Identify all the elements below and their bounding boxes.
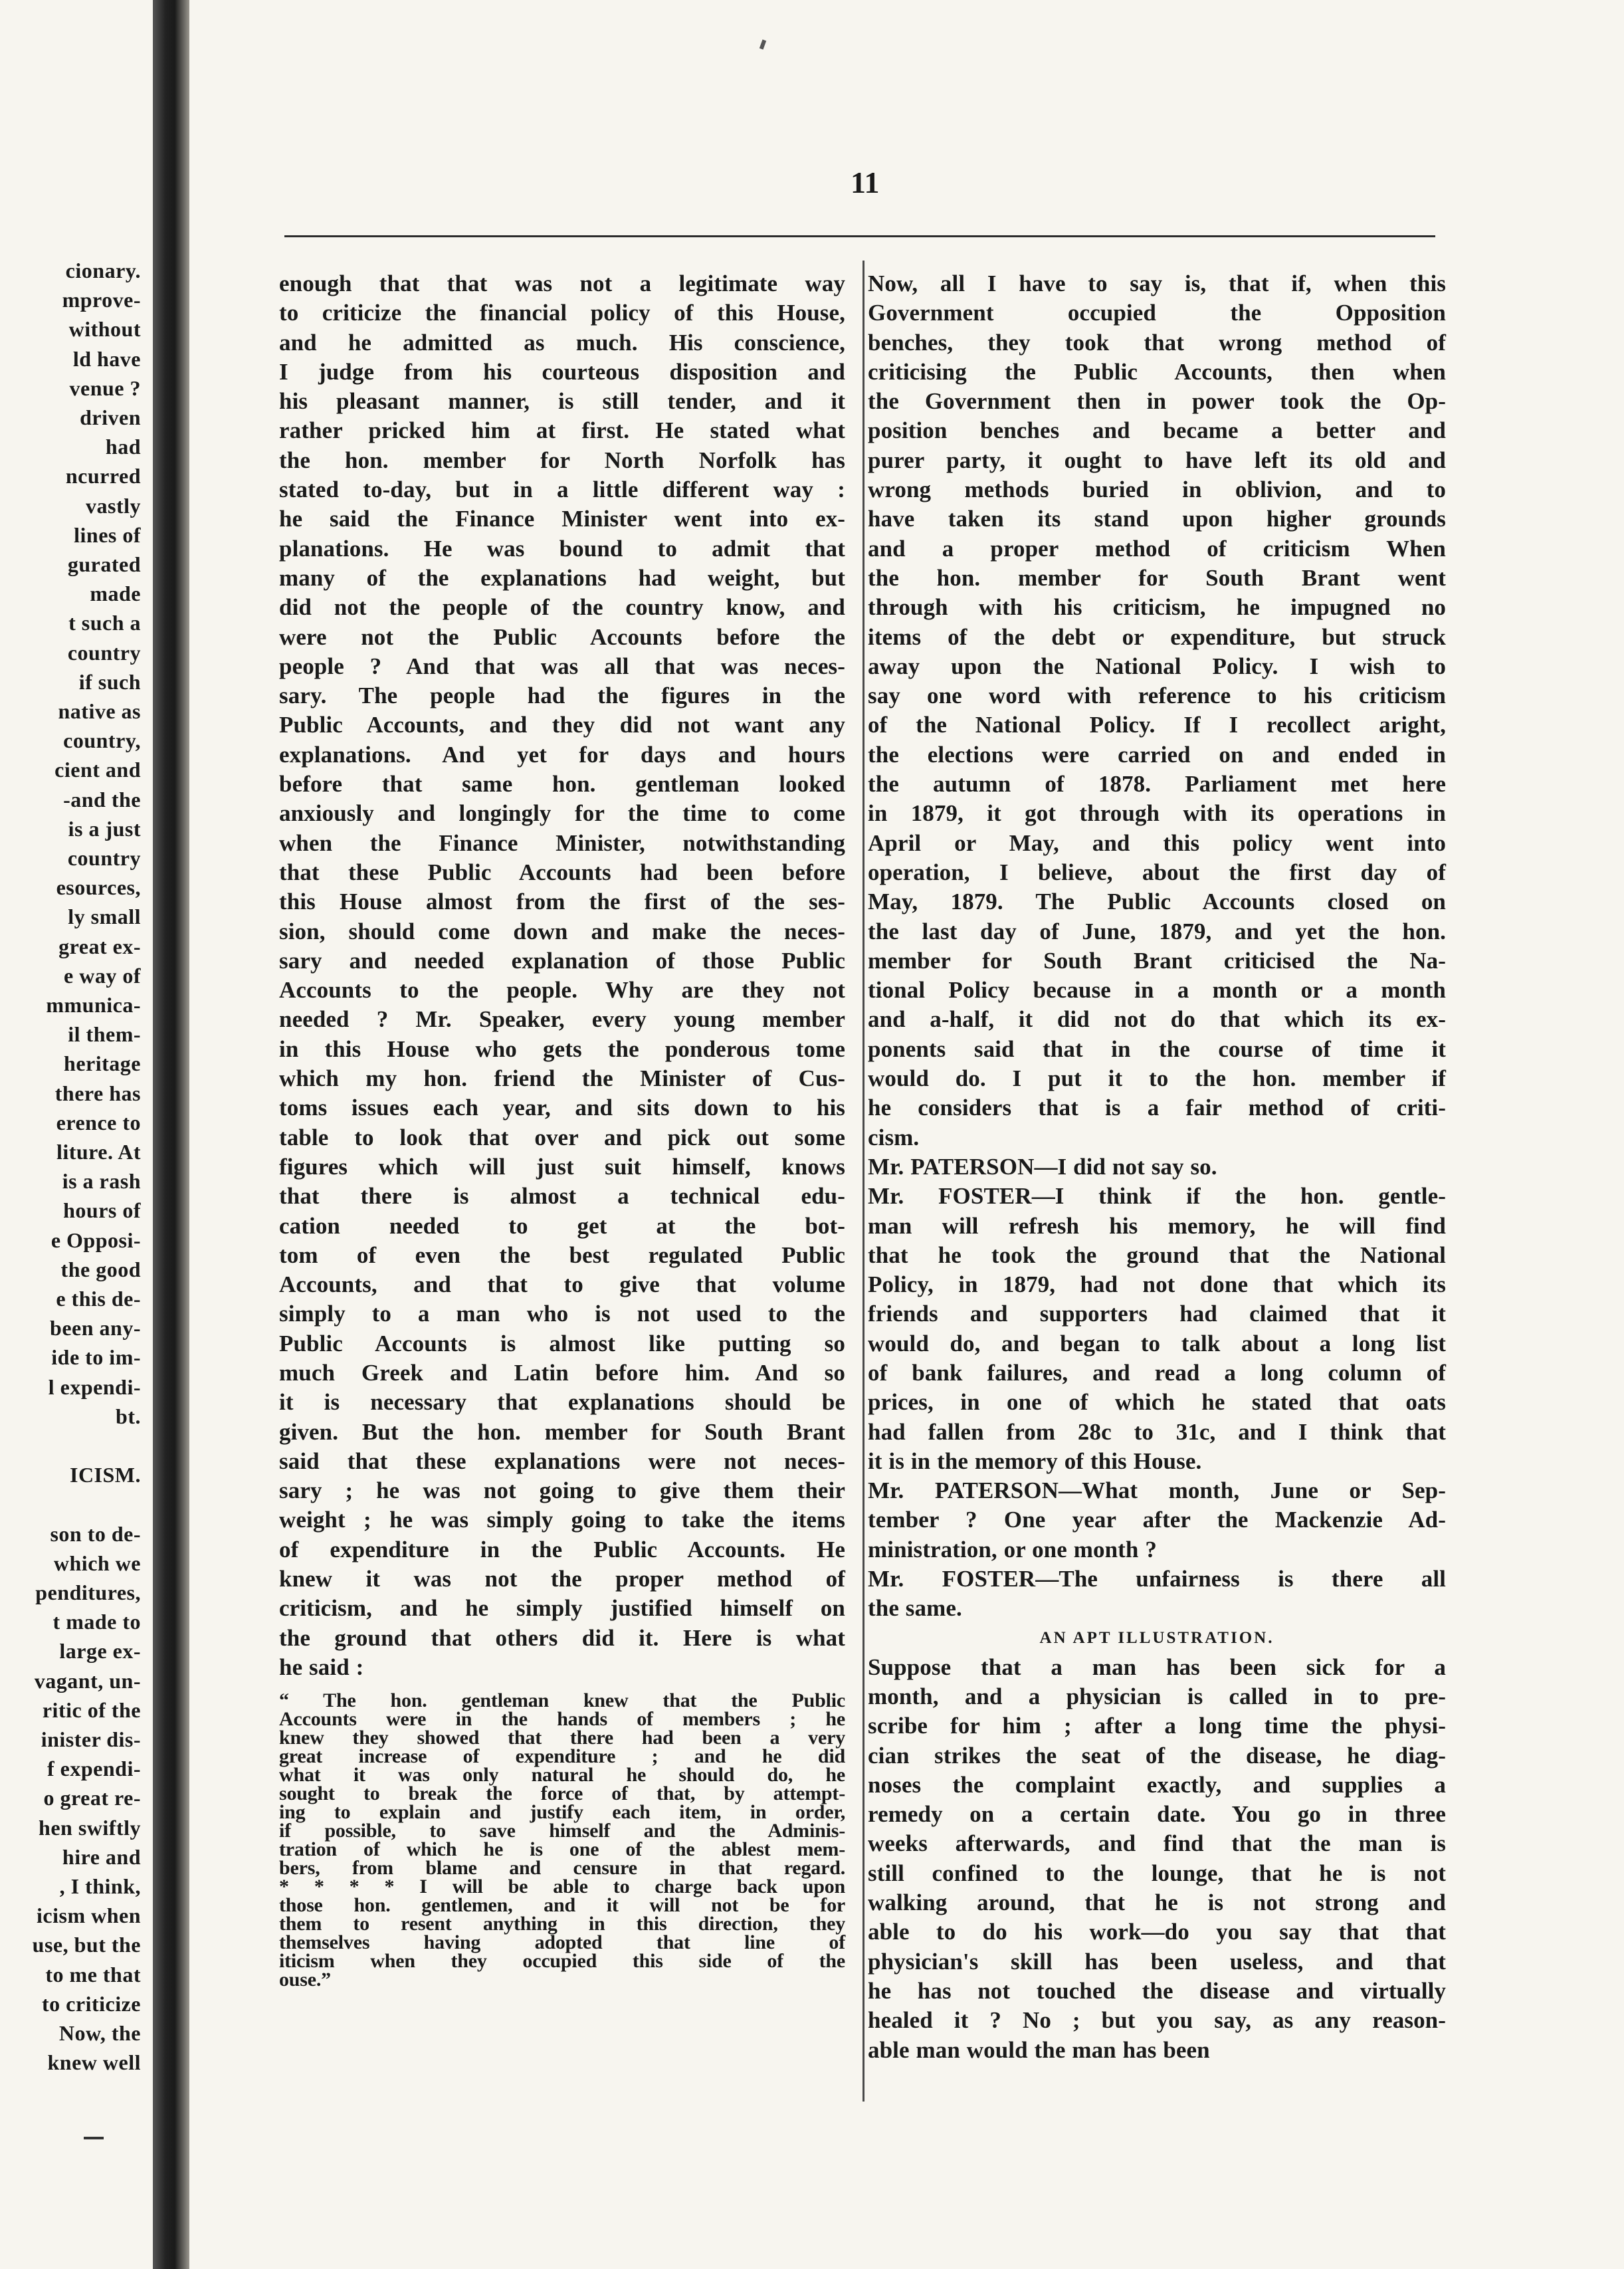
quoted-passage xyxy=(279,1691,845,1989)
fragment-line: to me that xyxy=(45,1962,141,1987)
text-line: in this House who gets the ponderous tome xyxy=(279,1035,845,1062)
text-line: wrong methods buried in oblivion, and to xyxy=(868,477,1446,503)
fragment-dash xyxy=(84,2137,104,2139)
text-line: sary. The people had the figures in the xyxy=(279,683,845,709)
fragment-line: country, xyxy=(63,728,141,753)
text-line: were not the Public Accounts before the xyxy=(279,623,845,650)
fragment-line: bt. xyxy=(116,1404,141,1428)
text-line: it is necessary that explanations should be xyxy=(279,1389,845,1416)
fragment-line: f expendi- xyxy=(47,1757,141,1781)
text-line: Mr. PATERSON—What month, June or Sep- xyxy=(868,1477,1446,1504)
fragment-line: hen swiftly xyxy=(39,1815,141,1840)
text-line: did not the people of the country know, and xyxy=(279,594,845,621)
text-line: them to resent anything in this direction, they xyxy=(279,1913,845,1935)
fragment-line: ly small xyxy=(68,905,141,929)
fragment-line: liture. At xyxy=(56,1140,141,1164)
text-line: he said the Finance Minister went into ex- xyxy=(279,506,845,532)
text-line: table to look that over and pick out some xyxy=(279,1124,845,1150)
text-line: cation needed to get at the bot- xyxy=(279,1212,845,1239)
text-line: figures which will just suit himself, knows xyxy=(279,1153,845,1180)
left-column-text xyxy=(279,269,845,1682)
text-line: Policy, in 1879, had not done that which its xyxy=(868,1271,1446,1298)
text-line: the ground that others did it. Here is what xyxy=(279,1624,845,1651)
fragment-line: ide to im- xyxy=(51,1345,141,1370)
text-line: the hon. member for South Brant went xyxy=(868,564,1446,591)
text-line: it is in the memory of this House. xyxy=(868,1448,1202,1474)
text-line: of expenditure in the Public Accounts. He xyxy=(279,1536,845,1563)
text-line: through with his criticism, he impugned no xyxy=(868,594,1446,621)
text-line: to criticize the financial policy of this House, xyxy=(279,300,845,326)
fragment-line: venue ? xyxy=(69,376,141,400)
text-line: able man would the man has been xyxy=(868,2036,1210,2063)
fragment-line: ncurred xyxy=(65,464,141,488)
text-line: the hon. member for North Norfolk has xyxy=(279,447,845,473)
text-line: cism. xyxy=(868,1124,920,1150)
text-line: needed ? Mr. Speaker, every young member xyxy=(279,1006,845,1033)
text-line: knew they showed that there had been a very xyxy=(279,1727,845,1749)
fragment-line: vagant, un- xyxy=(34,1668,141,1693)
fragment-line: e way of xyxy=(64,963,141,988)
fragment-line: made xyxy=(90,582,141,606)
text-line: position benches and became a better and xyxy=(868,417,1446,444)
fragment-line: ld have xyxy=(72,346,141,371)
right-column-text xyxy=(868,269,1446,1624)
text-line: toms issues each year, and sits down to his xyxy=(279,1095,845,1121)
fragment-line: cient and xyxy=(54,758,141,782)
text-line: Accounts, and that to give that volume xyxy=(279,1271,845,1298)
text-line: this House almost from the first of the ses- xyxy=(279,889,845,915)
text-line: Accounts were in the hands of members ; he xyxy=(279,1708,845,1731)
text-line: scribe for him ; after a long time the physi- xyxy=(868,1713,1446,1739)
fragment-line: -and the xyxy=(63,787,141,811)
text-line: simply to a man who is not used to the xyxy=(279,1301,845,1327)
text-line: Now, all I have to say is, that if, when this xyxy=(868,270,1446,296)
text-line: friends and supporters had claimed that it xyxy=(868,1301,1446,1327)
fragment-line: mmunica- xyxy=(46,993,141,1017)
text-line: able to do his work—do you say that that xyxy=(868,1919,1446,1945)
fragment-line: ICISM. xyxy=(69,1463,141,1487)
text-line: ponents said that in the course of time it xyxy=(868,1035,1446,1062)
text-line: say one word with reference to his criticism xyxy=(868,683,1446,709)
text-line: healed it ? No ; but you say, as any reason- xyxy=(868,2007,1446,2034)
fragment-line: erence to xyxy=(56,1110,141,1134)
fragment-line: t made to xyxy=(52,1610,141,1634)
fragment-line: use, but the xyxy=(32,1933,141,1957)
fragment-line: country xyxy=(67,640,141,665)
fragment-line: gurated xyxy=(67,552,141,576)
text-line: the autumn of 1878. Parliament met here xyxy=(868,771,1446,798)
left-column xyxy=(279,269,845,1989)
text-line: criticism, and he simply justified himself on xyxy=(279,1595,845,1622)
right-column xyxy=(868,269,1446,2065)
text-line: rather pricked him at first. He stated what xyxy=(279,417,845,444)
fragment-line: hours of xyxy=(63,1198,141,1223)
fragment-line: inister dis- xyxy=(41,1727,141,1751)
fragment-line: heritage xyxy=(64,1051,141,1076)
text-line: Accounts to the people. Why are they not xyxy=(279,977,845,1004)
text-line: sary and needed explanation of those Public xyxy=(279,947,845,974)
text-line: and he admitted as much. His conscience, xyxy=(279,329,845,356)
text-line: if possible, to save himself and the Adminis- xyxy=(279,1820,845,1842)
text-line: of the National Policy. If I recollect aright, xyxy=(868,712,1446,738)
fragment-line: which we xyxy=(53,1551,141,1575)
text-line: tration of which he is one of the ablest mem- xyxy=(279,1838,845,1861)
fragment-line: il them- xyxy=(68,1022,141,1047)
fragment-line: driven xyxy=(80,405,141,429)
fragment-line: Now, the xyxy=(58,2021,141,2045)
text-line: those hon. gentlemen, and it will not be for xyxy=(279,1894,845,1917)
fragment-line: mprove- xyxy=(62,288,141,312)
text-line: May, 1879. The Public Accounts closed on xyxy=(868,889,1446,915)
text-line: he has not touched the disease and virtually xyxy=(868,1977,1446,2004)
book-gutter-shadow xyxy=(153,0,189,2269)
fragment-line: if such xyxy=(78,669,141,694)
text-line: tom of even the best regulated Public xyxy=(279,1242,845,1268)
text-line: * * * * I will be able to charge back upon xyxy=(279,1876,845,1898)
text-line: sion, should come down and make the neces- xyxy=(279,918,845,944)
text-line: the elections were carried on and ended in xyxy=(868,741,1446,768)
text-line: he considers that is a fair method of criti- xyxy=(868,1095,1446,1121)
text-line: ing to explain and justify each item, in order, xyxy=(279,1801,845,1824)
text-line: that these Public Accounts had been before xyxy=(279,859,845,885)
text-line: operation, I believe, about the first day of xyxy=(868,859,1446,885)
text-line: Public Accounts, and they did not want any xyxy=(279,712,845,738)
text-line: would do, and began to talk about a long list xyxy=(868,1330,1446,1356)
fragment-line: there has xyxy=(54,1081,141,1105)
fragment-line: country xyxy=(67,846,141,870)
text-line: member for South Brant criticised the Na- xyxy=(868,947,1446,974)
text-line: items of the debt or expenditure, but struck xyxy=(868,623,1446,650)
right-column-text-continued xyxy=(868,1653,1446,2065)
text-line: bers, from blame and censure in that regard. xyxy=(279,1857,845,1880)
text-line: Mr. FOSTER—The unfairness is there all xyxy=(868,1566,1446,1592)
text-line: prices, in one of which he stated that oats xyxy=(868,1389,1446,1416)
fragment-line: l expendi- xyxy=(48,1374,141,1399)
section-heading: AN APT ILLUSTRATION. xyxy=(1039,1628,1274,1647)
text-line: given. But the hon. member for South Brant xyxy=(279,1418,845,1445)
text-line: April or May, and this policy went into xyxy=(868,829,1446,856)
text-line: had fallen from 28c to 31c, and I think that xyxy=(868,1418,1446,1445)
fragment-line: native as xyxy=(58,699,141,723)
text-line: sary ; he was not going to give them their xyxy=(279,1477,845,1504)
text-line: Mr. FOSTER—I think if the hon. gentle- xyxy=(868,1183,1446,1210)
fragment-line: ritic of the xyxy=(42,1697,141,1722)
text-line: away upon the National Policy. I wish to xyxy=(868,653,1446,679)
text-line: benches, they took that wrong method of xyxy=(868,329,1446,356)
text-line: I judge from his courteous disposition and xyxy=(279,358,845,385)
text-line: said that these explanations were not neces- xyxy=(279,1448,845,1474)
fragment-line: cionary. xyxy=(65,259,141,282)
text-line: enough that that was not a legitimate way xyxy=(279,270,845,296)
fragment-line: to criticize xyxy=(42,1991,141,2016)
text-line: sought to break the force of that, by attempt- xyxy=(279,1783,845,1805)
text-line: the Government then in power took the Op- xyxy=(868,388,1446,415)
text-line: Public Accounts is almost like putting so xyxy=(279,1330,845,1356)
text-line: he said : xyxy=(279,1654,364,1680)
fragment-line: great ex- xyxy=(58,934,141,958)
text-line: month, and a physician is called in to pre- xyxy=(868,1683,1446,1709)
fragment-line: o great re- xyxy=(43,1786,141,1810)
text-line: that he took the ground that the National xyxy=(868,1242,1446,1268)
column-divider xyxy=(863,261,864,2102)
text-line: have taken its stand upon higher grounds xyxy=(868,506,1446,532)
text-line: ouse.” xyxy=(279,1969,331,1991)
text-line: when the Finance Minister, notwithstanding xyxy=(279,829,845,856)
text-line: and a proper method of criticism When xyxy=(868,535,1446,562)
text-line: cian strikes the seat of the disease, he diag- xyxy=(868,1742,1446,1769)
page-number: 11 xyxy=(851,165,880,199)
fragment-line: lines of xyxy=(74,522,141,547)
text-line: the last day of June, 1879, and yet the hon. xyxy=(868,918,1446,944)
fragment-line: e this de- xyxy=(56,1287,141,1311)
text-line: remedy on a certain date. You go in three xyxy=(868,1801,1446,1828)
fragment-line: , I think, xyxy=(59,1874,141,1898)
text-line: man will refresh his memory, he will find xyxy=(868,1212,1446,1239)
text-line: before that same hon. gentleman looked xyxy=(279,771,845,798)
text-line: much Greek and Latin before him. And so xyxy=(279,1359,845,1386)
fragment-line: is a rash xyxy=(62,1169,141,1194)
header-rule xyxy=(284,235,1435,237)
text-line: themselves having adopted that line of xyxy=(279,1931,845,1954)
text-line: physician's skill has been useless, and that xyxy=(868,1948,1446,1975)
fragment-line: knew well xyxy=(47,2050,141,2075)
text-line: which my hon. friend the Minister of Cus- xyxy=(279,1065,845,1092)
text-line: his pleasant manner, is still tender, and it xyxy=(279,388,845,415)
fragment-line: had xyxy=(105,435,141,459)
text-line: stated to-day, but in a little different way : xyxy=(279,477,845,503)
fragment-line: e Opposi- xyxy=(51,1228,141,1252)
text-line: Suppose that a man has been sick for a xyxy=(868,1654,1446,1680)
text-line: weeks afterwards, and find that the man is xyxy=(868,1830,1446,1857)
text-line: ministration, or one month ? xyxy=(868,1536,1157,1563)
fragment-line: is a just xyxy=(68,816,141,841)
text-line: Government occupied the Opposition xyxy=(868,300,1446,326)
text-line: Mr. PATERSON—I did not say so. xyxy=(868,1153,1217,1180)
text-line: planations. He was bound to admit that xyxy=(279,535,845,562)
text-line: criticising the Public Accounts, then when xyxy=(868,358,1446,385)
text-line: tember ? One year after the Mackenzie Ad- xyxy=(868,1507,1446,1533)
text-line: anxiously and longingly for the time to come xyxy=(279,800,845,827)
fragment-line: t such a xyxy=(68,611,141,635)
text-line: of bank failures, and read a long column of xyxy=(868,1359,1446,1386)
text-line: many of the explanations had weight, but xyxy=(279,564,845,591)
fragment-line: penditures, xyxy=(35,1580,141,1604)
text-line: in 1879, it got through with its operations in xyxy=(868,800,1446,827)
text-line: and a-half, it did not do that which its ex- xyxy=(868,1006,1446,1033)
fragment-line: hire and xyxy=(62,1844,141,1869)
fragment-line: icism when xyxy=(37,1903,141,1928)
fragment-line: large ex- xyxy=(59,1639,141,1664)
fragment-line: esources, xyxy=(56,875,141,900)
text-line: would do. I put it to the hon. member if xyxy=(868,1065,1446,1092)
fragment-line: son to de- xyxy=(50,1521,141,1546)
text-line: knew it was not the proper method of xyxy=(279,1566,845,1592)
text-line: that there is almost a technical edu- xyxy=(279,1183,845,1210)
fragment-line: been any- xyxy=(50,1316,141,1341)
fragment-line: vastly xyxy=(86,493,141,518)
text-line: “ The hon. gentleman knew that the Public xyxy=(279,1689,845,1712)
text-line: what it was only natural he should do, he xyxy=(279,1764,845,1786)
text-line: people ? And that was all that was neces- xyxy=(279,653,845,679)
fragment-line: the good xyxy=(60,1257,141,1281)
text-line: great increase of expenditure ; and he did xyxy=(279,1745,845,1768)
text-line: still confined to the lounge, that he is not xyxy=(868,1860,1446,1886)
fragment-line: without xyxy=(68,317,141,342)
text-line: iticism when they occupied this side of the xyxy=(279,1950,845,1973)
text-line: tional Policy because in a month or a month xyxy=(868,977,1446,1004)
text-line: explanations. And yet for days and hours xyxy=(279,741,845,768)
text-line: noses the complaint exactly, and supplies a xyxy=(868,1771,1446,1798)
text-line: walking around, that he is not strong and xyxy=(868,1890,1446,1916)
previous-page-fragment xyxy=(0,0,150,2269)
text-line: the same. xyxy=(868,1595,962,1622)
text-line: weight ; he was simply going to take the items xyxy=(279,1507,845,1533)
text-line: purer party, it ought to have left its old and xyxy=(868,447,1446,473)
